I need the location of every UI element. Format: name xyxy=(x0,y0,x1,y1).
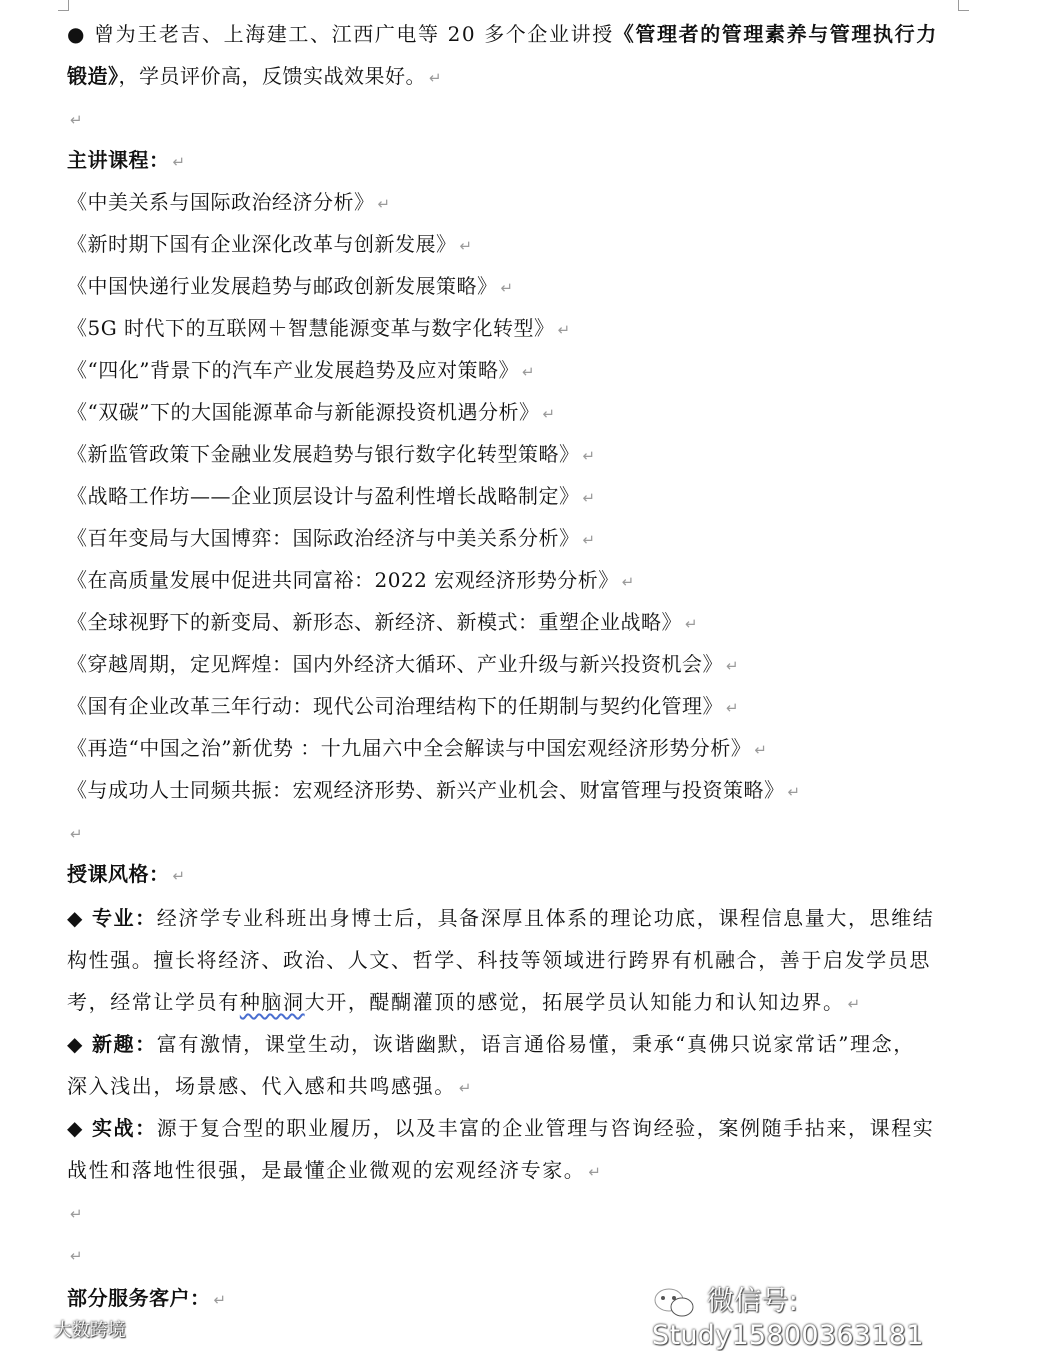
course-item: 《穿越周期，定见辉煌：国内外经济大循环、产业升级与新兴投资机会》 ↵ xyxy=(67,652,740,676)
intro-feedback: ，学员评价高，反馈实战效果好。 xyxy=(118,64,426,88)
paragraph-mark-icon: ↵ xyxy=(172,867,186,885)
paragraph-mark-icon: ↵ xyxy=(458,1079,473,1097)
empty-paragraph xyxy=(67,1240,83,1270)
style-professional-line-2: 构性强。擅长将经济、政治、人文、哲学、科技等领域进行跨界有机融合，善于启发学员思 xyxy=(67,948,931,972)
paragraph-mark-icon: ↵ xyxy=(588,1163,603,1181)
wechat-logo-icon xyxy=(652,1286,698,1320)
paragraph-mark-icon: ↵ xyxy=(521,363,536,381)
course-item: 《国有企业改革三年行动：现代公司治理结构下的任期制与契约化管理》 ↵ xyxy=(67,694,740,718)
style-fun-line-2: 深入浅出，场景感、代入感和共鸣感强。 ↵ xyxy=(67,1074,473,1098)
course-item: 《全球视野下的新变局、新形态、新经济、新模式：重塑企业战略》 ↵ xyxy=(67,610,699,634)
course-item: 《百年变局与大国博弈：国际政治经济与中美关系分析》 ↵ xyxy=(67,526,596,550)
course-item: 《在高质量发展中促进共同富裕：2022 宏观经济形势分析》 ↵ xyxy=(67,568,635,592)
paragraph-mark-icon: ↵ xyxy=(726,657,740,675)
brand-logo-icon xyxy=(10,1320,48,1342)
page-corner-mark-left xyxy=(58,0,69,11)
course-item: 《新时期下国有企业深化改革与创新发展》 ↵ xyxy=(67,232,473,256)
paragraph-mark-icon: ↵ xyxy=(213,1291,227,1309)
paragraph-mark-icon: ↵ xyxy=(70,111,84,129)
style-heading: 授课风格： ↵ xyxy=(67,862,186,886)
paragraph-mark-icon: ↵ xyxy=(70,1247,84,1265)
paragraph-mark-icon: ↵ xyxy=(726,699,740,717)
paragraph-mark-icon: ↵ xyxy=(754,741,768,759)
paragraph-mark-icon: ↵ xyxy=(459,237,473,255)
paragraph-mark-icon: ↵ xyxy=(377,195,391,213)
page-corner-mark-right xyxy=(958,0,969,11)
empty-paragraph xyxy=(67,818,83,848)
paragraph-mark-icon: ↵ xyxy=(582,489,596,507)
paragraph-mark-icon: ↵ xyxy=(621,573,635,591)
paragraph-mark-icon: ↵ xyxy=(685,615,699,633)
course-item: 《新监管政策下金融业发展趋势与银行数字化转型策略》 ↵ xyxy=(67,442,596,466)
diamond-bullet-icon: ◆ xyxy=(67,1116,84,1140)
style-professional-line-3: 考，经常让学员有种脑洞大开，醍醐灌顶的感觉，拓展学员认知能力和认知边界。 ↵ xyxy=(67,990,862,1014)
style-professional-label: 专业 xyxy=(91,906,136,930)
clients-heading: 部分服务客户： ↵ xyxy=(67,1286,227,1310)
paragraph-mark-icon: ↵ xyxy=(70,825,84,843)
empty-paragraph xyxy=(67,104,83,134)
course-item: 《“双碳”下的大国能源革命与新能源投资机遇分析》 ↵ xyxy=(67,400,556,424)
course-item: 《战略工作坊——企业顶层设计与盈利性增长战略制定》 ↵ xyxy=(67,484,596,508)
intro-line-1 xyxy=(67,20,938,48)
course-item: 《与成功人士同频共振：宏观经济形势、新兴产业机会、财富管理与投资策略》 ↵ xyxy=(67,778,801,802)
paragraph-mark-icon: ↵ xyxy=(557,321,571,339)
course-item: 《中国快递行业发展趋势与邮政创新发展策略》 ↵ xyxy=(67,274,514,298)
paragraph-mark-icon: ↵ xyxy=(787,783,801,801)
paragraph-mark-icon: ↵ xyxy=(847,995,862,1013)
course-item: 《5G 时代下的互联网＋智慧能源变革与数字化转型》 ↵ xyxy=(67,316,571,340)
style-practical-line-1: ◆ 实战：源于复合型的职业履历，以及丰富的企业管理与咨询经验，案例随手拈来，课程实 xyxy=(67,1116,935,1140)
style-fun-label: 新趣 xyxy=(91,1032,136,1056)
intro-text: 曾为王老吉、上海建工、江西广电等 20 多个企业讲授 xyxy=(94,22,614,46)
spellcheck-squiggle: 种脑洞 xyxy=(239,990,305,1014)
empty-paragraph xyxy=(67,1198,83,1228)
intro-line-2 xyxy=(67,62,442,92)
course-item: 《“四化”背景下的汽车产业发展趋势及应对策略》 ↵ xyxy=(67,358,536,382)
round-bullet-icon: ● xyxy=(67,22,87,46)
intro-course-title: 《管理者的管理素养与管理执行力 xyxy=(613,22,938,46)
style-practical-line-2: 战性和落地性很强，是最懂企业微观的宏观经济专家。 ↵ xyxy=(67,1158,603,1182)
paragraph-mark-icon: ↵ xyxy=(500,279,514,297)
style-professional-line-1: ◆ 专业：经济学专业科班出身博士后，具备深厚且体系的理论功底，课程信息量大，思维结 xyxy=(67,906,935,930)
wechat-watermark: 微信号: Study15800363181 xyxy=(652,1286,924,1351)
diamond-bullet-icon: ◆ xyxy=(67,906,84,930)
style-fun-line-1: ◆ 新趣：富有激情，课堂生动，诙谐幽默，语言通俗易懂，秉承“真佛只说家常话”理念， xyxy=(67,1032,915,1056)
style-practical-label: 实战 xyxy=(91,1116,136,1140)
courses-heading: 主讲课程： ↵ xyxy=(67,148,186,172)
paragraph-mark-icon: ↵ xyxy=(70,1205,84,1223)
brand-watermark: 大数跨境 xyxy=(10,1316,126,1342)
course-item: 《中美关系与国际政治经济分析》 ↵ xyxy=(67,190,391,214)
paragraph-mark-icon: ↵ xyxy=(429,69,443,87)
course-item: 《再造“中国之治”新优势 ：十九届六中全会解读与中国宏观经济形势分析》 ↵ xyxy=(67,736,768,760)
paragraph-mark-icon: ↵ xyxy=(542,405,556,423)
intro-course-title-end: 锻造》 xyxy=(67,64,119,88)
paragraph-mark-icon: ↵ xyxy=(582,447,596,465)
paragraph-mark-icon: ↵ xyxy=(582,531,596,549)
paragraph-mark-icon: ↵ xyxy=(172,153,186,171)
diamond-bullet-icon: ◆ xyxy=(67,1032,84,1056)
